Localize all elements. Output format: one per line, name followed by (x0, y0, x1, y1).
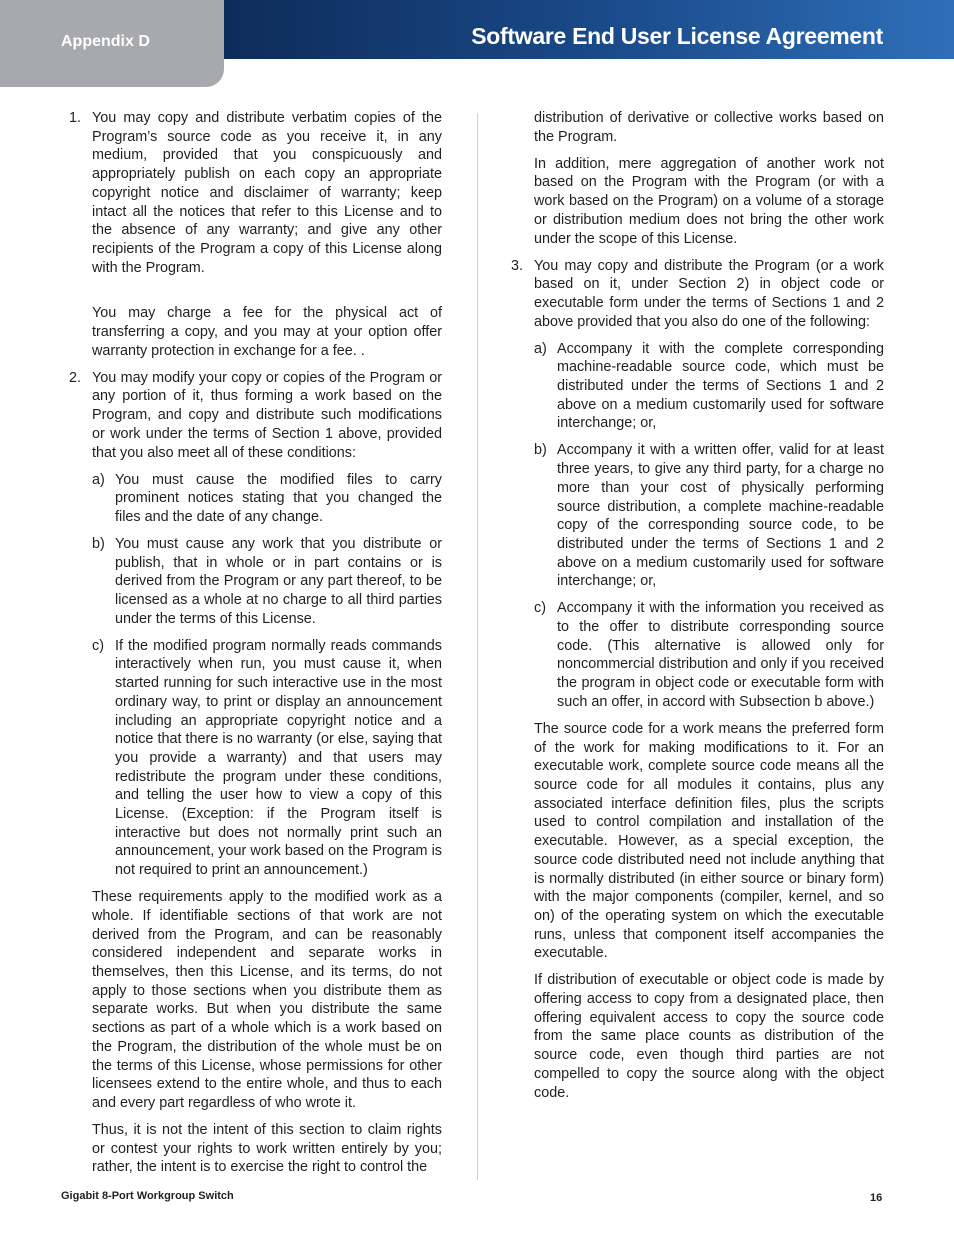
section-label: Appendix D (61, 33, 150, 50)
paragraph: You may charge a fee for the physical act of transferring a copy, and you may at your option offer warranty protection in exchange for a fee. . (92, 305, 442, 359)
paragraph: Accompany it with the information you received as to the offer to distribute corresponding source code. (This alternative is allowed only for noncommercial distribution and only if you received the program in object code or executable form with such an offer, in accord with Subsection b above.) (557, 600, 884, 710)
sub-item-c (534, 599, 884, 711)
header-bar (224, 0, 954, 59)
page-title: Software End User License Agreement (471, 23, 883, 49)
paragraph: If distribution of executable or object code is made by offering access to copy from a designated place, then offering equivalent access to copy the source code from the same place counts as distribution of the source code, even though third parties are not compelled to copy the source along with the object code. (534, 972, 884, 1101)
sub-label: c) (534, 600, 546, 617)
paragraph: Thus, it is not the intent of this section to claim rights or contest your rights to work written entirely by you; rather, the intent is to exercise the right to control the (92, 1121, 442, 1176)
paragraph: The source code for a work means the preferred form of the work for making modifications to it. For an executable work, complete source code means all the source code for all modules it contains, plus any associated interface definition files, plus the scripts used to control compilation and installation of the executable. However, as a special exception, the source code distributed need not include anything that is normally distributed (in either source or binary form) with the major components (compiler, kernel, and so on) of the operating system on which the executable runs, unless that component itself accompanies the executable. (534, 720, 884, 962)
sub-label: a) (92, 471, 105, 488)
list-number: 1. (69, 110, 82, 126)
list-item-3 (511, 257, 884, 1103)
right-column (511, 109, 884, 1111)
paragraph: You may copy and distribute the Program (or a work based on it, under Section 2) in object code or executable form under the terms of Sections 1 and 2 above provided that you also do one of the following: (534, 257, 884, 330)
sub-item-c (92, 637, 442, 880)
paragraph: You may modify your copy or copies of the Program or any portion of it, thus forming a work based on the Program, and copy and distribute such modifications or work under the terms of Section 1 above, provided that you also meet all of these conditions: (92, 369, 442, 461)
sub-item-b (534, 441, 884, 591)
sub-item-a (92, 471, 442, 527)
page-number: 16 (870, 1192, 883, 1204)
paragraph: These requirements apply to the modified work as a whole. If identifiable sections of that work are not derived from the Program, and can be reasonably considered independent and separate works in themselves, then this License, and its terms, do not apply to those sections when you distribute them as separate works. But when you distribute the same sections as part of a whole which is a work based on the Program, the distribution of the whole must be on the terms of this License, whose permissions for other licensees extend to the entire whole, and thus to each and every part regardless of who wrote it. (92, 889, 442, 1111)
sub-label: a) (534, 340, 547, 357)
list-number: 3. (511, 257, 524, 274)
sub-label: b) (92, 535, 105, 552)
paragraph: Accompany it with a written offer, valid for at least three years, to give any third party, for a charge no more than your cost of physically performing source distribution, a complete machine-readable copy of the corresponding source code, to be distributed under the terms of Sections 1 and 2 above on a medium customarily used for software interchange; or, (557, 442, 884, 590)
section-tab (0, 0, 224, 87)
paragraph: You must cause the modified files to carry prominent notices stating that you changed the files and the date of any change. (115, 471, 442, 525)
list-item-2 (69, 369, 442, 1177)
footer-product: Gigabit 8-Port Workgroup Switch (61, 1190, 234, 1202)
paragraph: If the modified program normally reads commands interactively when run, you must cause it, when started running for such interactive use in the most ordinary way, to print or display an announcement including an appropriate copyright notice and a notice that there is no warranty (or else, saying that you provide a warranty) and that users may redistribute the program under these conditions, and telling the user how to view a copy of this License. (Exception: if the Program itself is interactive but does not normally print such an announcement, your work based on the Program is not required to print an announcement.) (115, 637, 442, 879)
sub-label: b) (534, 442, 547, 459)
list-number: 2. (69, 369, 82, 386)
paragraph: Accompany it with the complete corresponding machine-readable source code, which must be distributed under the terms of Sections 1 and 2 above on a medium customarily used for software interchange; or, (557, 340, 884, 432)
sub-label: c) (92, 637, 104, 654)
paragraph: You may copy and distribute verbatim copies of the Program’s source code as you receive it, in any medium, provided that you conspicuously and appropriately publish on each copy an appropriate copyright notice and disclaimer of warranty; keep intact all the notices that refer to this License and to the absence of any warranty; and give any other recipients of the Program a copy of this License along with the Program. (92, 110, 442, 276)
list-item-1 (69, 109, 442, 360)
sub-item-b (92, 535, 442, 629)
column-divider (477, 113, 478, 1180)
left-column (69, 109, 442, 1185)
paragraph: In addition, mere aggregation of another work not based on the Program with the Program (or with a work based on the Program) on a volume of a storage or distribution medium does not bring the other work under the scope of this License. (534, 155, 884, 247)
continued-text (511, 109, 884, 248)
sub-item-a (534, 340, 884, 434)
paragraph: distribution of derivative or collective works based on the Program. (534, 110, 884, 145)
paragraph: You must cause any work that you distribute or publish, that in whole or in part contains or is derived from the Program or any part thereof, to be licensed as a whole at no charge to all third parties under the terms of this License. (115, 535, 442, 627)
